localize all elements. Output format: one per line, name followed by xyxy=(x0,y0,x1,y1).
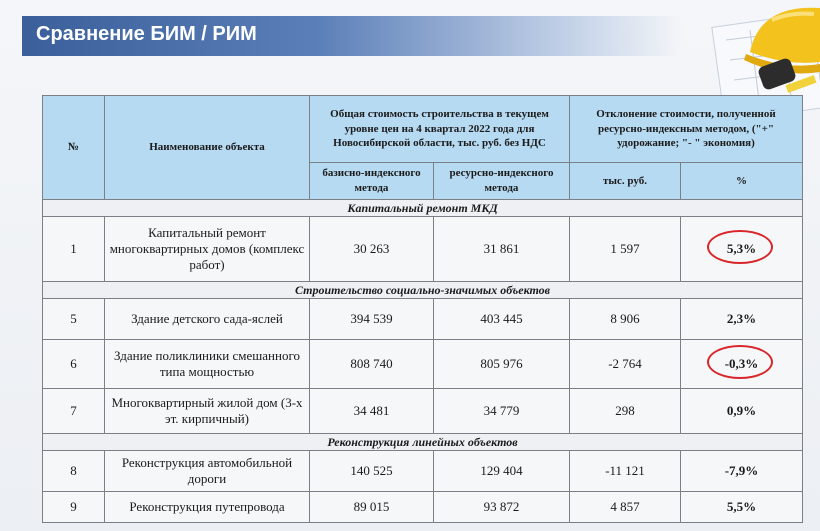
header-name: Наименование объекта xyxy=(105,96,310,200)
row-percent: -7,9% xyxy=(681,451,803,492)
percent-value: -0,3% xyxy=(724,356,759,371)
row-diff: 8 906 xyxy=(570,299,681,340)
row-diff: -11 121 xyxy=(570,451,681,492)
section-title: Капитальный ремонт МКД xyxy=(43,200,803,217)
row-resource: 31 861 xyxy=(434,217,570,282)
row-resource: 805 976 xyxy=(434,340,570,389)
header-cost-group: Общая стоимость строительства в текущем уровне цен на 4 квартал 2022 года для Новосибирской области, тыс. руб. без НДС xyxy=(310,96,570,163)
highlight-circle xyxy=(707,345,773,379)
header-percent: % xyxy=(681,163,803,200)
percent-value: 5,3% xyxy=(726,241,757,256)
row-name: Здание поликлиники смешанного типа мощностью xyxy=(105,340,310,389)
header-basis-method: базисно-индексного метода xyxy=(310,163,434,200)
row-name: Капитальный ремонт многоквартирных домов (комплекс работ) xyxy=(105,217,310,282)
row-basis: 140 525 xyxy=(310,451,434,492)
row-diff: -2 764 xyxy=(570,340,681,389)
section-row xyxy=(43,200,803,217)
row-no: 5 xyxy=(43,299,105,340)
row-basis: 394 539 xyxy=(310,299,434,340)
row-diff: 4 857 xyxy=(570,492,681,523)
table-row xyxy=(43,389,803,434)
row-basis: 808 740 xyxy=(310,340,434,389)
row-diff: 1 597 xyxy=(570,217,681,282)
row-diff: 298 xyxy=(570,389,681,434)
row-no: 6 xyxy=(43,340,105,389)
table-row xyxy=(43,217,803,282)
section-row xyxy=(43,282,803,299)
row-resource: 34 779 xyxy=(434,389,570,434)
title-bar xyxy=(22,16,682,56)
row-basis: 30 263 xyxy=(310,217,434,282)
row-percent: 0,9% xyxy=(681,389,803,434)
row-no: 8 xyxy=(43,451,105,492)
row-resource: 129 404 xyxy=(434,451,570,492)
row-name: Реконструкция путепровода xyxy=(105,492,310,523)
row-basis: 89 015 xyxy=(310,492,434,523)
section-title: Реконструкция линейных объектов xyxy=(43,434,803,451)
row-percent: 5,5% xyxy=(681,492,803,523)
cost-comparison-table xyxy=(42,95,803,523)
table-row xyxy=(43,340,803,389)
highlight-circle xyxy=(707,230,773,264)
header-deviation-group: Отклонение стоимости, полученной ресурсно-индексным методом, ("+" удорожание; "- " экономия) xyxy=(570,96,803,163)
row-name: Многоквартирный жилой дом (3-х эт. кирпичный) xyxy=(105,389,310,434)
row-percent xyxy=(681,340,803,389)
row-resource: 93 872 xyxy=(434,492,570,523)
table-row xyxy=(43,451,803,492)
row-no: 1 xyxy=(43,217,105,282)
table-row xyxy=(43,492,803,523)
row-basis: 34 481 xyxy=(310,389,434,434)
row-no: 9 xyxy=(43,492,105,523)
section-title: Строительство социально-значимых объектов xyxy=(43,282,803,299)
row-name: Реконструкция автомобильной дороги xyxy=(105,451,310,492)
header-no: № xyxy=(43,96,105,200)
header-resource-method: ресурсно-индексного метода xyxy=(434,163,570,200)
row-percent: 2,3% xyxy=(681,299,803,340)
row-no: 7 xyxy=(43,389,105,434)
row-name: Здание детского сада-яслей xyxy=(105,299,310,340)
header-thous-rub: тыс. руб. xyxy=(570,163,681,200)
row-percent xyxy=(681,217,803,282)
slide-title: Сравнение БИМ / РИМ xyxy=(36,23,257,45)
section-row xyxy=(43,434,803,451)
row-resource: 403 445 xyxy=(434,299,570,340)
table-row xyxy=(43,299,803,340)
